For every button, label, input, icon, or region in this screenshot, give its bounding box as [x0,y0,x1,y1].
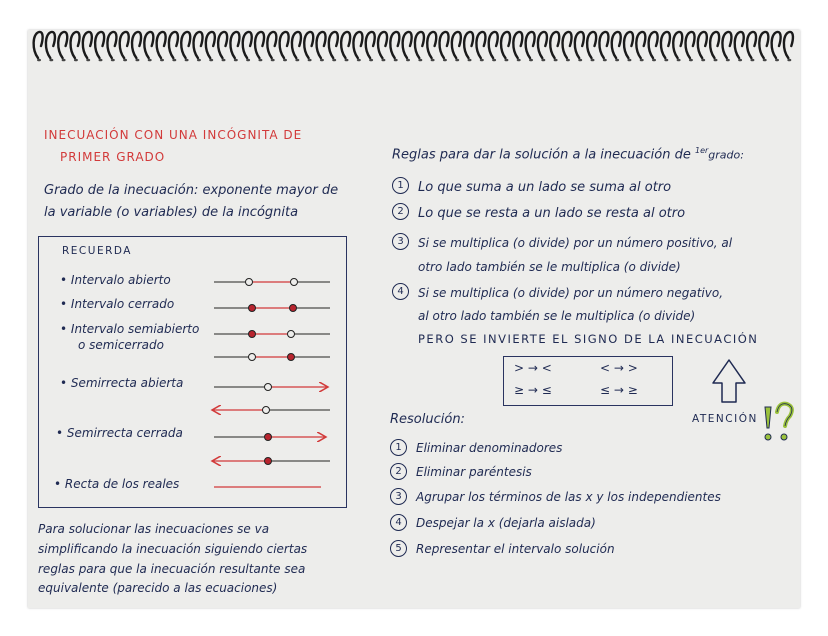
item-semicerrado: o semicerrado [78,338,164,352]
open-ray-right [214,384,328,391]
para-line-3: reglas para que la inecuación resultante sea [38,562,306,576]
closed-ray-left [212,458,330,465]
rule-1-number: 1 [392,177,409,194]
symbol-ge-to-le: ≥ → ≤ [514,383,552,397]
attention-icon [765,404,792,440]
step-3-text: Agrupar los términos de las x y los independientes [416,490,721,504]
open-interval-line [214,279,330,286]
half-open-interval-line-2 [214,354,330,361]
symbol-gt-to-lt: > → < [514,361,552,375]
step-5-number: 5 [390,540,407,557]
half-open-interval-line-1 [214,331,330,338]
rule-4-line-1: Si se multiplica (o divide) por un número negativo, [418,286,724,300]
symbol-lt-to-gt: < → > [600,361,638,375]
rule-4-number: 4 [392,283,409,300]
item-semirrecta-cerrada: • Semirrecta cerrada [56,426,183,440]
pero-warning: PERO SE INVIERTE EL SIGNO DE LA INECUACIÓN [418,332,759,346]
rule-4-line-2: al otro lado también se le multiplica (o divide) [418,309,696,323]
item-semirrecta-abierta: • Semirrecta abierta [60,376,184,390]
atencion-label: ATENCIÓN [692,413,758,425]
item-intervalo-cerrado: • Intervalo cerrado [60,297,175,311]
recuerda-heading: RECUERDA [62,245,132,257]
title-line-2: PRIMER GRADO [60,150,166,164]
up-arrow-icon [713,360,745,402]
step-2-text: Eliminar paréntesis [416,465,532,479]
step-1-text: Eliminar denominadores [416,441,563,455]
open-ray-left [212,407,330,414]
resolucion-title: Resolución: [390,412,465,427]
rule-2-number: 2 [392,203,409,220]
item-intervalo-abierto: • Intervalo abierto [60,273,171,287]
item-recta-reales: • Recta de los reales [54,477,180,491]
rule-3-line-2: otro lado también se le multiplica (o divide) [418,260,681,274]
rule-3-number: 3 [392,233,409,250]
reglas-title: Reglas para dar la solución a la inecuación de $^{1er}$grado: [392,146,744,163]
grado-line-1: Grado de la inecuación: exponente mayor de [44,183,339,198]
item-intervalo-semiabierto: • Intervalo semiabierto [60,322,200,336]
step-2-number: 2 [390,463,407,480]
symbol-le-to-ge: ≤ → ≥ [600,383,638,397]
closed-ray-right [214,434,326,441]
rule-1-text: Lo que suma a un lado se suma al otro [418,180,672,195]
para-line-1: Para solucionar las inecuaciones se va [38,522,270,536]
para-line-2: simplificando la inecuación siguiendo ciertas [38,542,308,556]
rule-2-text: Lo que se resta a un lado se resta al otro [418,206,686,221]
grado-line-2: la variable (o variables) de la incógnita [44,205,299,220]
rule-3-line-1: Si se multiplica (o divide) por un número positivo, al [418,236,733,250]
step-1-number: 1 [390,439,407,456]
title-line-1: INECUACIÓN CON UNA INCÓGNITA DE [44,128,303,142]
step-5-text: Representar el intervalo solución [416,542,615,556]
para-line-4: equivalente (parecido a las ecuaciones) [38,581,278,595]
closed-interval-line [214,305,330,312]
step-4-text: Despejar la x (dejarla aislada) [416,516,596,530]
step-4-number: 4 [390,514,407,531]
step-3-number: 3 [390,488,407,505]
